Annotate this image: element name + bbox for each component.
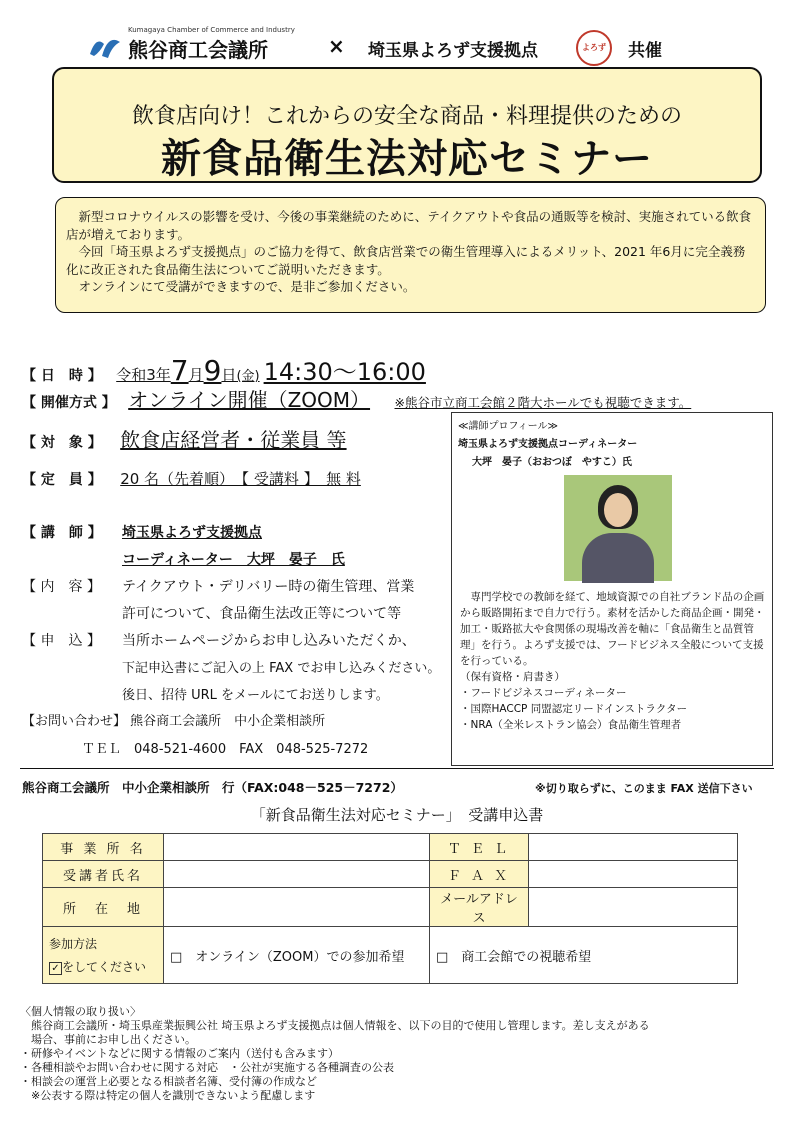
privacy-line: ※公表する際は特定の個人を識別できないよう配慮します: [20, 1089, 316, 1102]
apply-label: 【 申 込 】: [22, 633, 101, 649]
profile-role: 埼玉県よろず支援拠点コーディネーター: [458, 439, 638, 450]
profile-desc-line: ・フードビジネスコーディネーター: [460, 687, 627, 699]
target-value: 飲食店経営者・従業員 等: [120, 428, 347, 452]
cross-mark: ×: [328, 34, 345, 58]
check-instruction: [49, 958, 157, 975]
email-label: メールアドレス: [430, 888, 529, 927]
email-field[interactable]: [529, 888, 738, 927]
photo-face: [604, 493, 632, 527]
privacy-line: 熊谷商工会議所・埼玉県産業振興公社 埼玉県よろず支援拠点は個人情報を、以下の目的で使用し管理します。差し支えがある: [20, 1019, 650, 1032]
intro-text: [66, 208, 756, 296]
profile-desc-line: ・国際HACCP 同盟認定リードインストラクター: [460, 703, 688, 715]
date-month-suffix: 月: [188, 366, 204, 384]
intro-paragraph: オンラインにて受講ができますので、是非ご参加ください。: [66, 279, 416, 294]
cohost-label: 共催: [628, 41, 662, 61]
intro-paragraph: 今回「埼玉県よろず支援拠点」のご協力を得て、飲食店営業での衛生管理導入によるメリット、2021 年6月に完全義務化に改正された食品衛生法についてご説明いただきます。: [66, 244, 746, 277]
method-value: オンライン開催（ZOOM）: [128, 388, 371, 412]
page-title: 新食品衛生法対応セミナー: [161, 136, 653, 182]
lecturer-profile: [451, 412, 773, 766]
lecturer-label: 【 講 師 】: [22, 525, 102, 541]
capacity-label: 【 定 員 】: [22, 472, 102, 488]
date-month: 7: [170, 354, 189, 387]
org2-name: 埼玉県よろず支援拠点: [368, 41, 538, 61]
target-row: [22, 424, 347, 453]
fax-field[interactable]: [529, 861, 738, 888]
privacy-line: 場合、事前にお申し出ください。: [20, 1033, 196, 1046]
chamber-logo-icon: [88, 32, 122, 60]
contact-tel: ＴＥＬ 048-521-4600 FAX 048-525-7272: [82, 742, 369, 757]
attendee-field[interactable]: [164, 861, 430, 888]
lecturer-row: [22, 522, 102, 542]
cut-line: [20, 768, 774, 769]
check-note: をしてください: [62, 960, 147, 974]
intro-paragraph: 新型コロナウイルスの影響を受け、今後の事業継続のために、テイクアウトや食品の通販等を検討、実施されている飲食店が増えております。: [66, 209, 752, 242]
profile-heading: ≪講師プロフィール≫: [458, 421, 558, 432]
address-field[interactable]: [164, 888, 430, 927]
privacy-line: 〈個人情報の取り扱い〉: [20, 1005, 141, 1018]
profile-desc-line: 専門学校での教師を経て、地域資源での自社ブランド品の企画から販路開拓まで自力で行う。素材を活かした商品企画・開発・加工・販路拡大や食関係の現場改善を軸に「食品衛生と品質管理」を行う。よろず支援では、フードビジネス全般について支援を行っている。: [460, 591, 765, 667]
target-label: 【 対 象 】: [22, 435, 102, 451]
privacy-notice: [20, 1005, 760, 1103]
profile-name: 大坪 晏子（おおつぼ やすこ）氏: [472, 457, 632, 468]
profile-desc-line: （保有資格・肩書き）: [460, 671, 565, 683]
method-note: ※熊谷市立商工会館２階大ホールでも視聴できます。: [394, 395, 692, 410]
form-to: 熊谷商工会議所 中小企業相談所 行（FAX:048－525－7272）: [22, 780, 403, 795]
privacy-line: ・相談会の運営上必要となる相談者名簿、受付簿の作成など: [20, 1075, 317, 1088]
lecturer-line1: 埼玉県よろず支援拠点: [122, 525, 262, 541]
lecturer-line2: コーディネーター 大坪 晏子 氏: [122, 552, 345, 568]
date-label: 【 日 時 】: [22, 368, 102, 384]
contact-label: 【お問い合わせ】: [22, 714, 127, 729]
org1-name: 熊谷商工会議所: [128, 38, 268, 62]
application-form: [42, 833, 738, 984]
contact-value: 熊谷商工会議所 中小企業相談所: [130, 714, 326, 729]
photo-body: [582, 533, 654, 583]
address-label: 所 在 地: [43, 888, 164, 927]
tel-label: Ｔ Ｅ Ｌ: [430, 834, 529, 861]
lecturer-photo: [564, 475, 672, 581]
online-option[interactable]: □ オンライン（ZOOM）での参加希望: [164, 927, 430, 984]
capacity-value: 20 名（先着順） 【 受講料 】 無 料: [120, 470, 361, 488]
method-label: 【 開催方式 】: [22, 395, 116, 411]
form-note: ※切り取らずに、このまま FAX 送信下さい: [535, 782, 753, 795]
apply-line1: 当所ホームページからお申し込みいただくか、: [122, 633, 416, 649]
apply-line3: 後日、招待 URL をメールにてお送りします。: [122, 688, 389, 703]
profile-description: [460, 589, 766, 733]
office-label: 事 業 所 名: [43, 834, 164, 861]
privacy-line: ・研修やイベントなどに関する情報のご案内（送付も含みます）: [20, 1047, 339, 1060]
method-cell: [43, 927, 164, 984]
profile-desc-line: ・NRA（全米レストラン協会）食品衛生管理者: [460, 719, 682, 731]
content-label: 【 内 容 】: [22, 579, 101, 595]
attendee-label: 受講者氏名: [43, 861, 164, 888]
intro-box: [55, 197, 766, 313]
method-row: [22, 384, 691, 413]
date-era: 令和3年: [116, 366, 171, 384]
org1-english: Kumagaya Chamber of Commerce and Industry: [128, 26, 295, 34]
content-line1: テイクアウト・デリバリー時の衛生管理、営業: [122, 579, 415, 595]
contact-row: [22, 710, 325, 729]
capacity-row: [22, 468, 361, 489]
apply-line2: 下記申込書にご記入の上 FAX でお申し込みください。: [122, 661, 441, 676]
tel-field[interactable]: [529, 834, 738, 861]
date-time: 14:30～16:00: [263, 358, 426, 386]
content-line2: 許可について、食品衛生法改正等について等: [122, 606, 402, 622]
title-box: [52, 67, 762, 183]
yorozu-seal-icon: よろず: [576, 30, 612, 66]
header: [88, 26, 728, 64]
date-weekday: (金): [236, 369, 260, 384]
subtitle: 飲食店向け！これからの安全な商品・料理提供のための: [131, 104, 682, 129]
form-title: 「新食品衛生法対応セミナー」 受講申込書: [250, 806, 544, 824]
date-day: 9: [203, 354, 222, 387]
office-field[interactable]: [164, 834, 430, 861]
date-day-suffix: 日: [221, 366, 237, 384]
method-label-text: 参加方法: [49, 937, 98, 951]
checkbox-icon: ✓: [49, 962, 62, 975]
fax-label: Ｆ Ａ Ｘ: [430, 861, 529, 888]
hall-option[interactable]: □ 商工会館での視聴希望: [430, 927, 738, 984]
privacy-line: ・各種相談やお問い合わせに関する対応 ・公社が実施する各種調査の公表: [20, 1061, 394, 1074]
date-row: [22, 352, 426, 387]
